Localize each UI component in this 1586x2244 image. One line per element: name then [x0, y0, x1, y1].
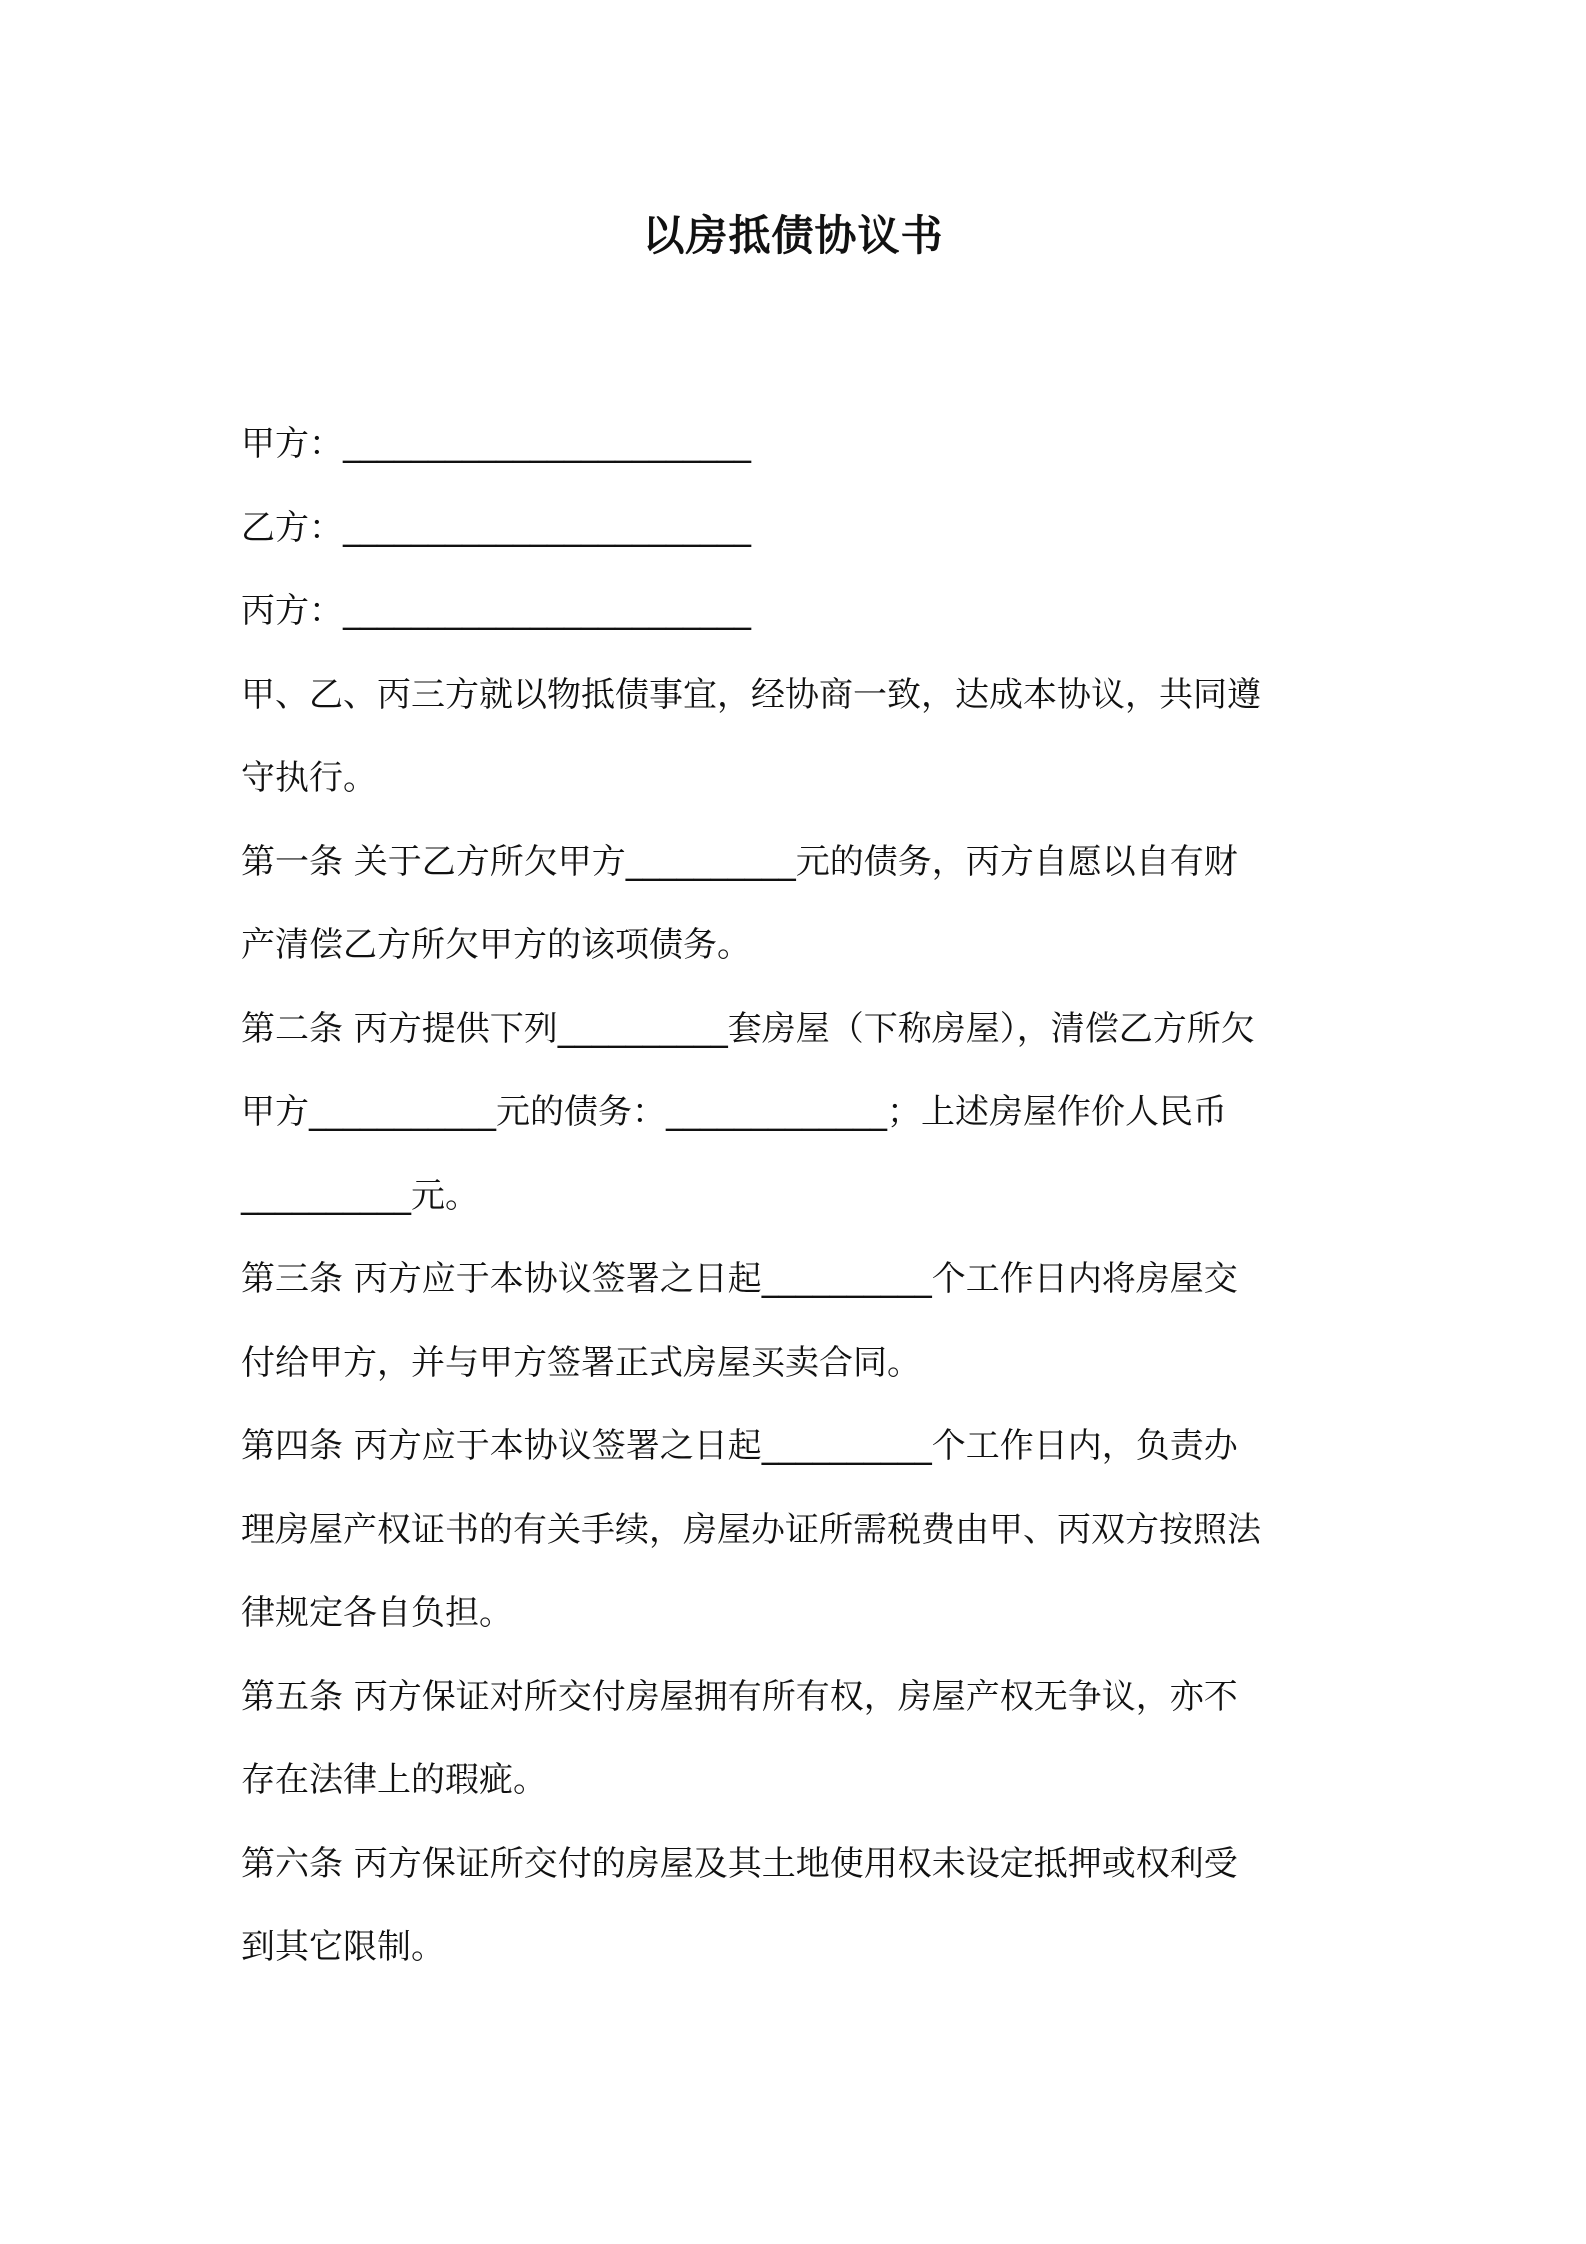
document-title: 以房抵债协议书 — [642, 211, 944, 260]
article-4-line: 第四条 丙方应于本协议签署之日起__________个工作日内，负责办 — [241, 1426, 1238, 1466]
article-3-line: 付给甲方，并与甲方签署正式房屋买卖合同。 — [241, 1342, 921, 1383]
article-6-line: 到其它限制。 — [241, 1927, 445, 1967]
document-body — [241, 403, 1361, 1990]
preamble-line: 守执行。 — [241, 758, 377, 798]
article-5-line: 存在法律上的瑕疵。 — [241, 1760, 547, 1800]
article-1-line: 第一条 关于乙方所欠甲方__________元的债务，丙方自愿以自有财 — [241, 841, 1238, 882]
preamble-line: 甲、乙、丙三方就以物抵债事宜，经协商一致，达成本协议，共同遵 — [241, 674, 1261, 715]
party-c-line: 丙方：________________________ — [241, 591, 751, 631]
party-b-line: 乙方：________________________ — [241, 507, 751, 548]
article-6-line: 第六条 丙方保证所交付的房屋及其土地使用权未设定抵押或权利受 — [241, 1843, 1238, 1884]
article-4-line: 理房屋产权证书的有关手续，房屋办证所需税费由甲、丙双方按照法 — [241, 1509, 1261, 1550]
article-5-line: 第五条 丙方保证对所交付房屋拥有所有权，房屋产权无争议，亦不 — [241, 1676, 1238, 1717]
article-2-line: __________元。 — [241, 1175, 479, 1216]
party-a-line: 甲方：________________________ — [241, 424, 751, 464]
article-2-line: 第二条 丙方提供下列__________套房屋（下称房屋），清偿乙方所欠 — [241, 1008, 1255, 1049]
article-2-line: 甲方___________元的债务：_____________；上述房屋作价人民币 — [241, 1092, 1227, 1132]
article-1-line: 产清偿乙方所欠甲方的该项债务。 — [241, 925, 751, 965]
article-3-line: 第三条 丙方应于本协议签署之日起__________个工作日内将房屋交 — [241, 1259, 1238, 1299]
article-4-line: 律规定各自负担。 — [241, 1593, 513, 1633]
